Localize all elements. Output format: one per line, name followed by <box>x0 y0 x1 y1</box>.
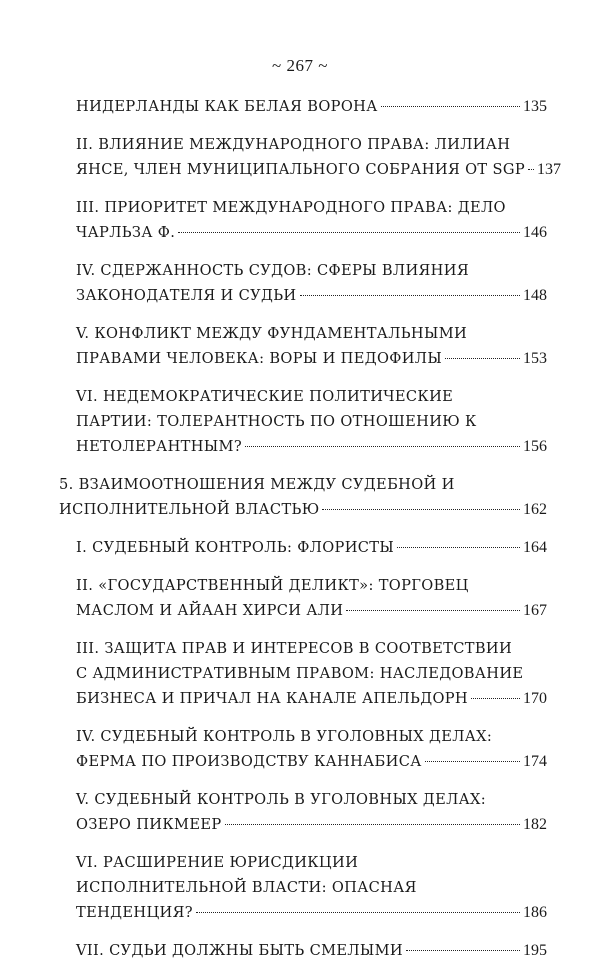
toc-entry-title-line: ПАРТИИ: ТОЛЕРАНТНОСТЬ ПО ОТНОШЕНИЮ К <box>76 413 477 430</box>
toc-entry-title-line: ТЕНДЕНЦИЯ? <box>76 904 193 921</box>
toc-entry[interactable] <box>59 258 547 308</box>
toc-entry-title-line: БИЗНЕСА И ПРИЧАЛ НА КАНАЛЕ АПЕЛЬДОРН <box>76 690 469 707</box>
toc-entry-title-line: ФЕРМА ПО ПРОИЗВОДСТВУ КАННАБИСА <box>76 753 422 770</box>
toc-entry-last-line <box>76 686 547 711</box>
toc-entry-title-line: ЧАРЛЬЗА Ф. <box>76 224 176 241</box>
toc-page-number: 174 <box>523 753 547 770</box>
toc-entry[interactable] <box>59 636 547 711</box>
toc-entry-title-line: I. СУДЕБНЫЙ КОНТРОЛЬ: ФЛОРИСТЫ <box>76 539 395 556</box>
toc-entry-last-line <box>76 157 561 182</box>
toc-entry-title-line: IV. СУДЕБНЫЙ КОНТРОЛЬ В УГОЛОВНЫХ ДЕЛАХ: <box>76 728 493 745</box>
dot-leader <box>322 509 520 510</box>
toc-page-number: 170 <box>523 690 547 707</box>
toc-entry-title-line: НИДЕРЛАНДЫ КАК БЕЛАЯ ВОРОНА <box>76 98 378 115</box>
dot-leader <box>245 446 520 447</box>
toc-entry-title-line: VI. РАСШИРЕНИЕ ЮРИСДИКЦИИ <box>76 854 359 871</box>
dot-leader <box>471 698 520 699</box>
toc-page-number: 182 <box>523 816 547 833</box>
toc-entry-title-line: ОЗЕРО ПИКМЕЕР <box>76 816 222 833</box>
toc-entry-title-line: ЗАКОНОДАТЕЛЯ И СУДЬИ <box>76 287 297 304</box>
toc-entry[interactable] <box>59 787 547 837</box>
toc-entry-title-line: V. КОНФЛИКТ МЕЖДУ ФУНДАМЕНТАЛЬНЫМИ <box>76 325 468 342</box>
page-number: ~ 267 ~ <box>272 56 328 75</box>
dot-leader <box>406 950 520 951</box>
toc-entry-title-line: V. СУДЕБНЫЙ КОНТРОЛЬ В УГОЛОВНЫХ ДЕЛАХ: <box>76 791 487 808</box>
toc-entry-title-line: VII. СУДЬИ ДОЛЖНЫ БЫТЬ СМЕЛЫМИ <box>76 942 404 959</box>
toc-entry-title-line: 5. ВЗАИМООТНОШЕНИЯ МЕЖДУ СУДЕБНОЙ И <box>59 476 455 493</box>
toc-entry-title-line: ЯНСЕ, ЧЛЕН МУНИЦИПАЛЬНОГО СОБРАНИЯ ОТ SGP <box>76 161 525 178</box>
toc-page-number: 153 <box>523 350 547 367</box>
toc-page-number: 156 <box>523 438 547 455</box>
toc-entry-last-line <box>76 94 547 119</box>
toc-entry-title-line: ИСПОЛНИТЕЛЬНОЙ ВЛАСТИ: ОПАСНАЯ <box>76 879 417 896</box>
toc-entry-last-line <box>76 220 547 245</box>
toc-entry-last-line <box>76 434 547 459</box>
toc-page-number: 195 <box>523 942 547 959</box>
toc-entry-last-line <box>76 749 547 774</box>
table-of-contents <box>59 94 561 976</box>
toc-entry-last-line <box>76 812 547 837</box>
toc-entry[interactable] <box>59 850 547 925</box>
toc-page-number: 164 <box>523 539 547 556</box>
dot-leader <box>178 232 520 233</box>
toc-entry-last-line <box>76 938 547 963</box>
toc-entry-title-line: IV. СДЕРЖАННОСТЬ СУДОВ: СФЕРЫ ВЛИЯНИЯ <box>76 262 469 279</box>
dot-leader <box>225 824 521 825</box>
toc-entry[interactable] <box>59 573 547 623</box>
toc-entry[interactable] <box>59 938 547 963</box>
toc-entry[interactable] <box>59 195 547 245</box>
toc-entry-title-line: МАСЛОМ И АЙААН ХИРСИ АЛИ <box>76 602 344 619</box>
toc-entry-title-line: II. «ГОСУДАРСТВЕННЫЙ ДЕЛИКТ»: ТОРГОВЕЦ <box>76 577 469 594</box>
dot-leader <box>397 547 520 548</box>
toc-page-number: 146 <box>523 224 547 241</box>
toc-page-number: 162 <box>523 501 547 518</box>
toc-entry-title-line: С АДМИНИСТРАТИВНЫМ ПРАВОМ: НАСЛЕДОВАНИЕ <box>76 665 524 682</box>
dot-leader <box>425 761 520 762</box>
dot-leader <box>445 358 520 359</box>
toc-entry-last-line <box>59 497 547 522</box>
toc-entry-last-line <box>76 900 547 925</box>
dot-leader <box>381 106 520 107</box>
toc-entry-title-line: ИСПОЛНИТЕЛЬНОЙ ВЛАСТЬЮ <box>59 501 320 518</box>
dot-leader <box>300 295 520 296</box>
toc-entry-title-line: III. ЗАЩИТА ПРАВ И ИНТЕРЕСОВ В СООТВЕТСТВИИ <box>76 640 513 657</box>
toc-entry-title-line: III. ПРИОРИТЕТ МЕЖДУНАРОДНОГО ПРАВА: ДЕЛО <box>76 199 506 216</box>
toc-entry[interactable] <box>59 535 547 560</box>
toc-entry[interactable] <box>59 94 547 119</box>
dot-leader <box>346 610 520 611</box>
toc-page-number: 135 <box>523 98 547 115</box>
toc-entry[interactable] <box>59 132 561 182</box>
toc-entry[interactable] <box>59 321 547 371</box>
toc-entry[interactable] <box>59 384 547 459</box>
toc-entry-title-line: II. ВЛИЯНИЕ МЕЖДУНАРОДНОГО ПРАВА: ЛИЛИАН <box>76 136 511 153</box>
toc-page-number: 167 <box>523 602 547 619</box>
toc-entry-title-line: НЕТОЛЕРАНТНЫМ? <box>76 438 242 455</box>
toc-entry-last-line <box>76 535 547 560</box>
toc-entry[interactable] <box>59 724 547 774</box>
toc-chapter-entry[interactable] <box>59 472 547 522</box>
toc-entry-last-line <box>76 598 547 623</box>
toc-entry-last-line <box>76 283 547 308</box>
toc-page-number: 137 <box>537 161 561 178</box>
toc-page-number: 148 <box>523 287 547 304</box>
toc-entry-title-line: ПРАВАМИ ЧЕЛОВЕКА: ВОРЫ И ПЕДОФИЛЫ <box>76 350 443 367</box>
toc-page-number: 186 <box>523 904 547 921</box>
toc-entry-title-line: VI. НЕДЕМОКРАТИЧЕСКИЕ ПОЛИТИЧЕСКИЕ <box>76 388 454 405</box>
toc-entry-last-line <box>76 346 547 371</box>
dot-leader <box>528 169 534 170</box>
dot-leader <box>196 912 520 913</box>
